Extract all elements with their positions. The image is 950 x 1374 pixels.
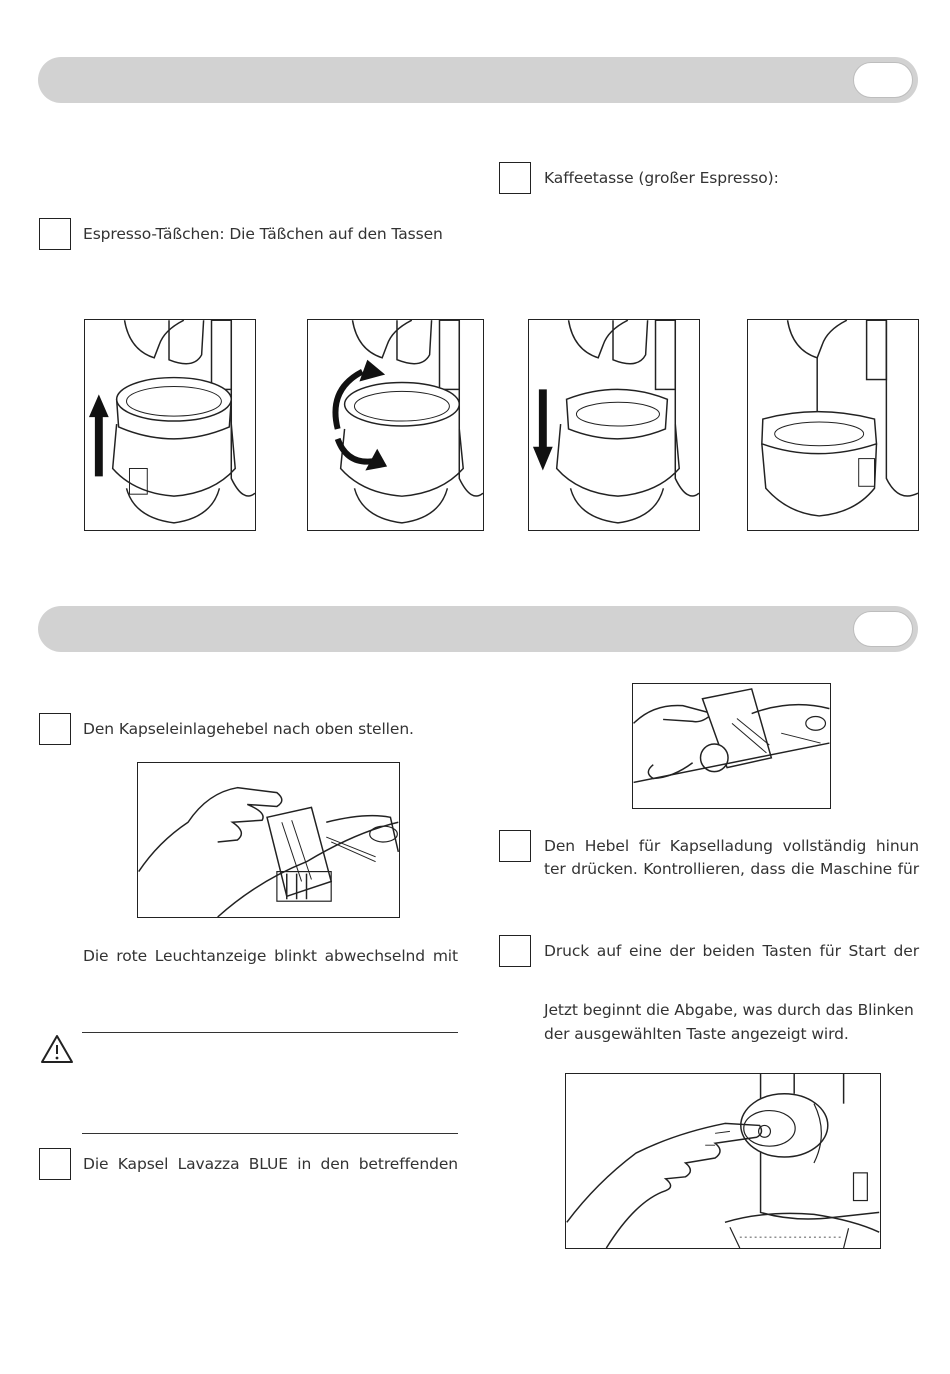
figure-drip-tray-down (528, 319, 700, 531)
step-number-box (499, 935, 531, 967)
step-text-insert-capsule: Die Kapsel Lavazza BLUE in den betreffenden (83, 1155, 458, 1173)
figure-finger-press-button (565, 1073, 881, 1249)
hand-inserting-capsule-icon (633, 684, 830, 808)
step-number-box (39, 218, 71, 250)
warning-rule-top (82, 1032, 458, 1033)
finger-pressing-button-icon (566, 1074, 880, 1248)
figure-drip-tray-lowered (747, 319, 919, 531)
result-text-line2: der ausgewählten Taste angezeigt wird. (544, 1025, 849, 1043)
drip-tray-up-arrow-icon (85, 320, 255, 530)
step-text-espresso-cup: Espresso-Täßchen: Die Täßchen auf den Tassen (83, 225, 443, 243)
step-text-coffee-cup: Kaffeetasse (großer Espresso): (544, 169, 779, 187)
figure-drip-tray-rotate (307, 319, 484, 531)
section-header-bar-2 (38, 606, 918, 652)
drip-tray-rotate-arrows-icon (308, 320, 483, 530)
figure-drip-tray-up (84, 319, 256, 531)
section-number-pill (853, 611, 913, 647)
step-text-press-button: Druck auf eine der beiden Tasten für Start der (544, 942, 919, 960)
step-text-lever-up: Den Kapseleinlagehebel nach oben stellen. (83, 720, 414, 738)
section-number-pill (853, 62, 913, 98)
figure-capsule-insert (632, 683, 831, 809)
step-number-box (499, 830, 531, 862)
step-text-lever-down-line1: Den Hebel für Kapselladung vollständig hinun (544, 837, 919, 855)
step-text-lever-down-line2: ter drücken. Kontrollieren, dass die Maschine für (544, 860, 919, 878)
drip-tray-lowered-icon (748, 320, 918, 530)
note-red-light-blinks: Die rote Leuchtanzeige blinkt abwechselnd mit (83, 947, 458, 965)
section-header-bar-1 (38, 57, 918, 103)
step-number-box (39, 713, 71, 745)
figure-hand-lever-up (137, 762, 400, 918)
hand-raising-lever-icon (138, 763, 399, 917)
warning-triangle-icon (40, 1034, 74, 1064)
warning-rule-bottom (82, 1133, 458, 1134)
result-text-line1: Jetzt beginnt die Abgabe, was durch das Blinken (544, 1001, 914, 1019)
step-number-box (39, 1148, 71, 1180)
step-number-box (499, 162, 531, 194)
drip-tray-down-arrow-icon (529, 320, 699, 530)
